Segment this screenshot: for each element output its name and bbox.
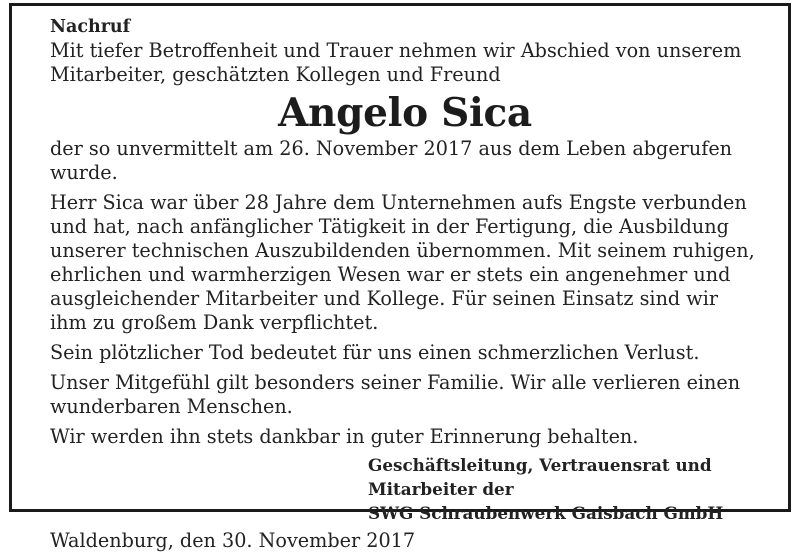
passing-text: der so unvermittelt am 26. November 2017 aus dem Leben abgerufen wurde. — [50, 137, 733, 184]
loss-text: Sein plötzlicher Tod bedeutet für uns einen schmerzlichen Verlust. — [50, 341, 700, 364]
signature-line-3: SWG Schraubenwerk Gaisbach GmbH — [368, 503, 724, 523]
memory-text: Wir werden ihn stets dankbar in guter Erinnerung behalten. — [50, 425, 639, 448]
deceased-name: Angelo Sica — [278, 90, 532, 136]
signature-line-2: Mitarbeiter der — [368, 479, 514, 499]
intro-text: Mit tiefer Betroffenheit und Trauer nehmen wir Abschied von unserem Mitarbeiter, geschätzten Kollegen und Freund — [50, 39, 742, 86]
career-text: Herr Sica war über 28 Jahre dem Unternehmen aufs Engste verbunden und hat, nach anfänglicher Tätigkeit in der Fertigung, die Ausbildung unserer technischen Auszubildenden übernommen. Mit seinem ruhigen, ehrlichen und warmherzigen Wesen war er stets ein angenehmer und ausgleichender Mitarbeiter und Kollege. Für seinen Einsatz sind wir ihm zu großem Dank verpflichtet. — [50, 191, 755, 334]
signature-line-1: Geschäftsleitung, Vertrauensrat und — [368, 455, 712, 475]
obituary-notice — [9, 3, 791, 552]
place-date: Waldenburg, den 30. November 2017 — [50, 529, 416, 552]
signature-block — [368, 453, 760, 525]
notice-heading: Nachruf — [50, 17, 131, 37]
obituary-content — [50, 15, 760, 553]
sympathy-text: Unser Mitgefühl gilt besonders seiner Familie. Wir alle verlieren einen wunderbaren Menschen. — [50, 371, 741, 418]
